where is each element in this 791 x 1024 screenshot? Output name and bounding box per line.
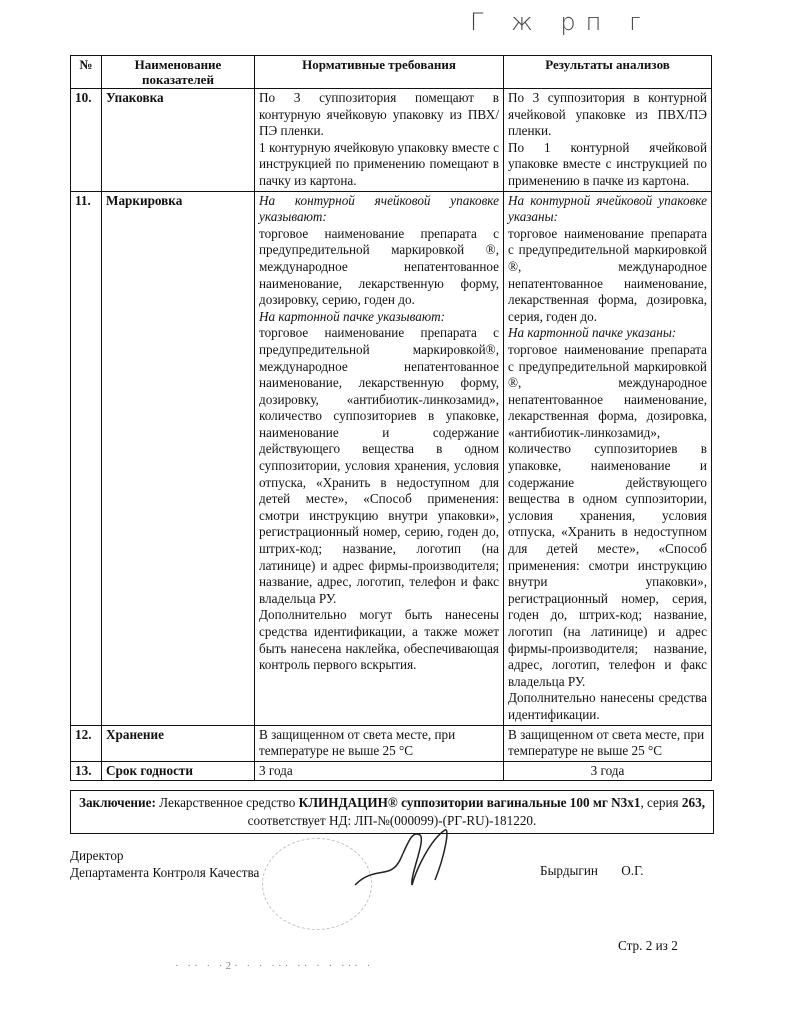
table-header [71, 56, 712, 89]
handwritten-signature [350, 825, 460, 900]
row-result [504, 191, 712, 725]
row-norm [255, 191, 504, 725]
norm-text: торговое наименование препарата с предупредительной маркировкой ®, международное непатентованное наименование, лекарственную форму, дозировку, серию, годен до. [259, 225, 499, 308]
row-name: Упаковка [102, 89, 255, 192]
row-name: Маркировка [102, 191, 255, 725]
norm-text: 1 контурную ячейковую упаковку вместе с инструкцией по применению помещают в пачку из картона. [259, 139, 499, 188]
signatory-title: Директор Департамента Контроля Качества [70, 848, 260, 880]
row-name: Хранение [102, 725, 255, 761]
result-subheading: На картонной пачке указаны: [508, 325, 677, 341]
result-text: торговое наименование препарата с предупредительной маркировкой ®, международное непатентованное наименование, лекарственная форма, дозировка, серия, годен до. [508, 225, 707, 324]
col-num: № [71, 56, 102, 89]
row-norm [255, 89, 504, 192]
row-norm: В защищенном от света месте, при температуре не выше 25 °С [255, 725, 504, 761]
norm-subheading: На картонной пачке указывают: [259, 308, 446, 324]
norm-text: По 3 суппозитория помещают в контурную ячейковую упаковку из ПВХ/ПЭ пленки. [259, 90, 499, 139]
row-num: 10. [71, 89, 102, 192]
table-row [71, 725, 712, 761]
row-result: 3 года [504, 761, 712, 781]
result-text: торговое наименование препарата с предупредительной маркировкой ®, международное непатентованное наименование, лекарственная форма, дозировка, «антибиотик-линкозамид», количество суппозиториев в упаковке, наименование и содержание действующего вещества в одном суппозитории, условия хранения, условия отпуска, «Хранить в недоступном для детей месте», «Способ применения: смотри инструкцию внутри упаковки», регистрационный номер, серия, годен до, штрих-код; название, логотип (на латинице) и адрес фирмы-производителя; название, адрес, логотип, телефон и факс владельца РУ. [508, 341, 707, 689]
table-row [71, 761, 712, 781]
row-num: 13. [71, 761, 102, 781]
table-row [71, 89, 712, 192]
row-result [504, 89, 712, 192]
row-norm: 3 года [255, 761, 504, 781]
row-num: 12. [71, 725, 102, 761]
col-norm: Нормативные требования [255, 56, 504, 89]
handwritten-note: Г ж рп г [470, 8, 651, 36]
row-result: В защищенном от света месте, при температуре не выше 25 °С [504, 725, 712, 761]
result-text: Дополнительно нанесены средства идентификации. [508, 690, 707, 722]
col-name: Наименование показателей [102, 56, 255, 89]
norm-subheading: На контурной ячейковой упаковке указывают: [259, 192, 499, 225]
signatory-name: Бырдыгин О.Г. [540, 863, 644, 878]
page-number: Стр. 2 из 2 [618, 938, 678, 953]
result-subheading: На контурной ячейковой упаковке указаны: [508, 192, 707, 225]
row-num: 11. [71, 191, 102, 725]
col-result: Результаты анализов [504, 56, 712, 89]
conclusion-box: Заключение: Лекарственное средство КЛИНДАЦИН® суппозитории вагинальные 100 мг N3х1, серия 263, соответствует НД: ЛП-№(000099)-(РГ-RU)-181220. [70, 790, 714, 834]
faint-footer-marks: · ·· · ·2· · · ··· ·· · · ··· · [175, 960, 374, 972]
table-row [71, 191, 712, 725]
result-text: По 3 суппозитория в контурной ячейковой упаковке из ПВХ/ПЭ пленки. [508, 90, 707, 139]
conclusion-label: Заключение: [79, 795, 156, 810]
norm-text: торговое наименование препарата с предупредительной маркировкой®, международное непатентованное наименование, лекарственную форму, дозировку, «антибиотик-линкозамид», количество суппозиториев в упаковке, наименование и содержание действующего вещества в одном суппозитории, условия хранения, условия отпуска, «Хранить в недоступном для детей месте», «Способ применения: смотри инструкцию внутри упаковки», регистрационный номер, серию, годен до, штрих-код; название, логотип (на латинице) и адрес фирмы-производителя; название, адрес, логотип, телефон и факс владельца РУ. [259, 325, 499, 606]
norm-text: Дополнительно могут быть нанесены средства идентификации, а также может быть нанесена наклейка, обеспечивающая контроль первого вскрытия. [259, 607, 499, 673]
result-text: По 1 контурной ячейковой упаковке вместе с инструкцией по применению в пачке из картона. [508, 139, 707, 188]
results-table [70, 55, 712, 781]
row-name: Срок годности [102, 761, 255, 781]
